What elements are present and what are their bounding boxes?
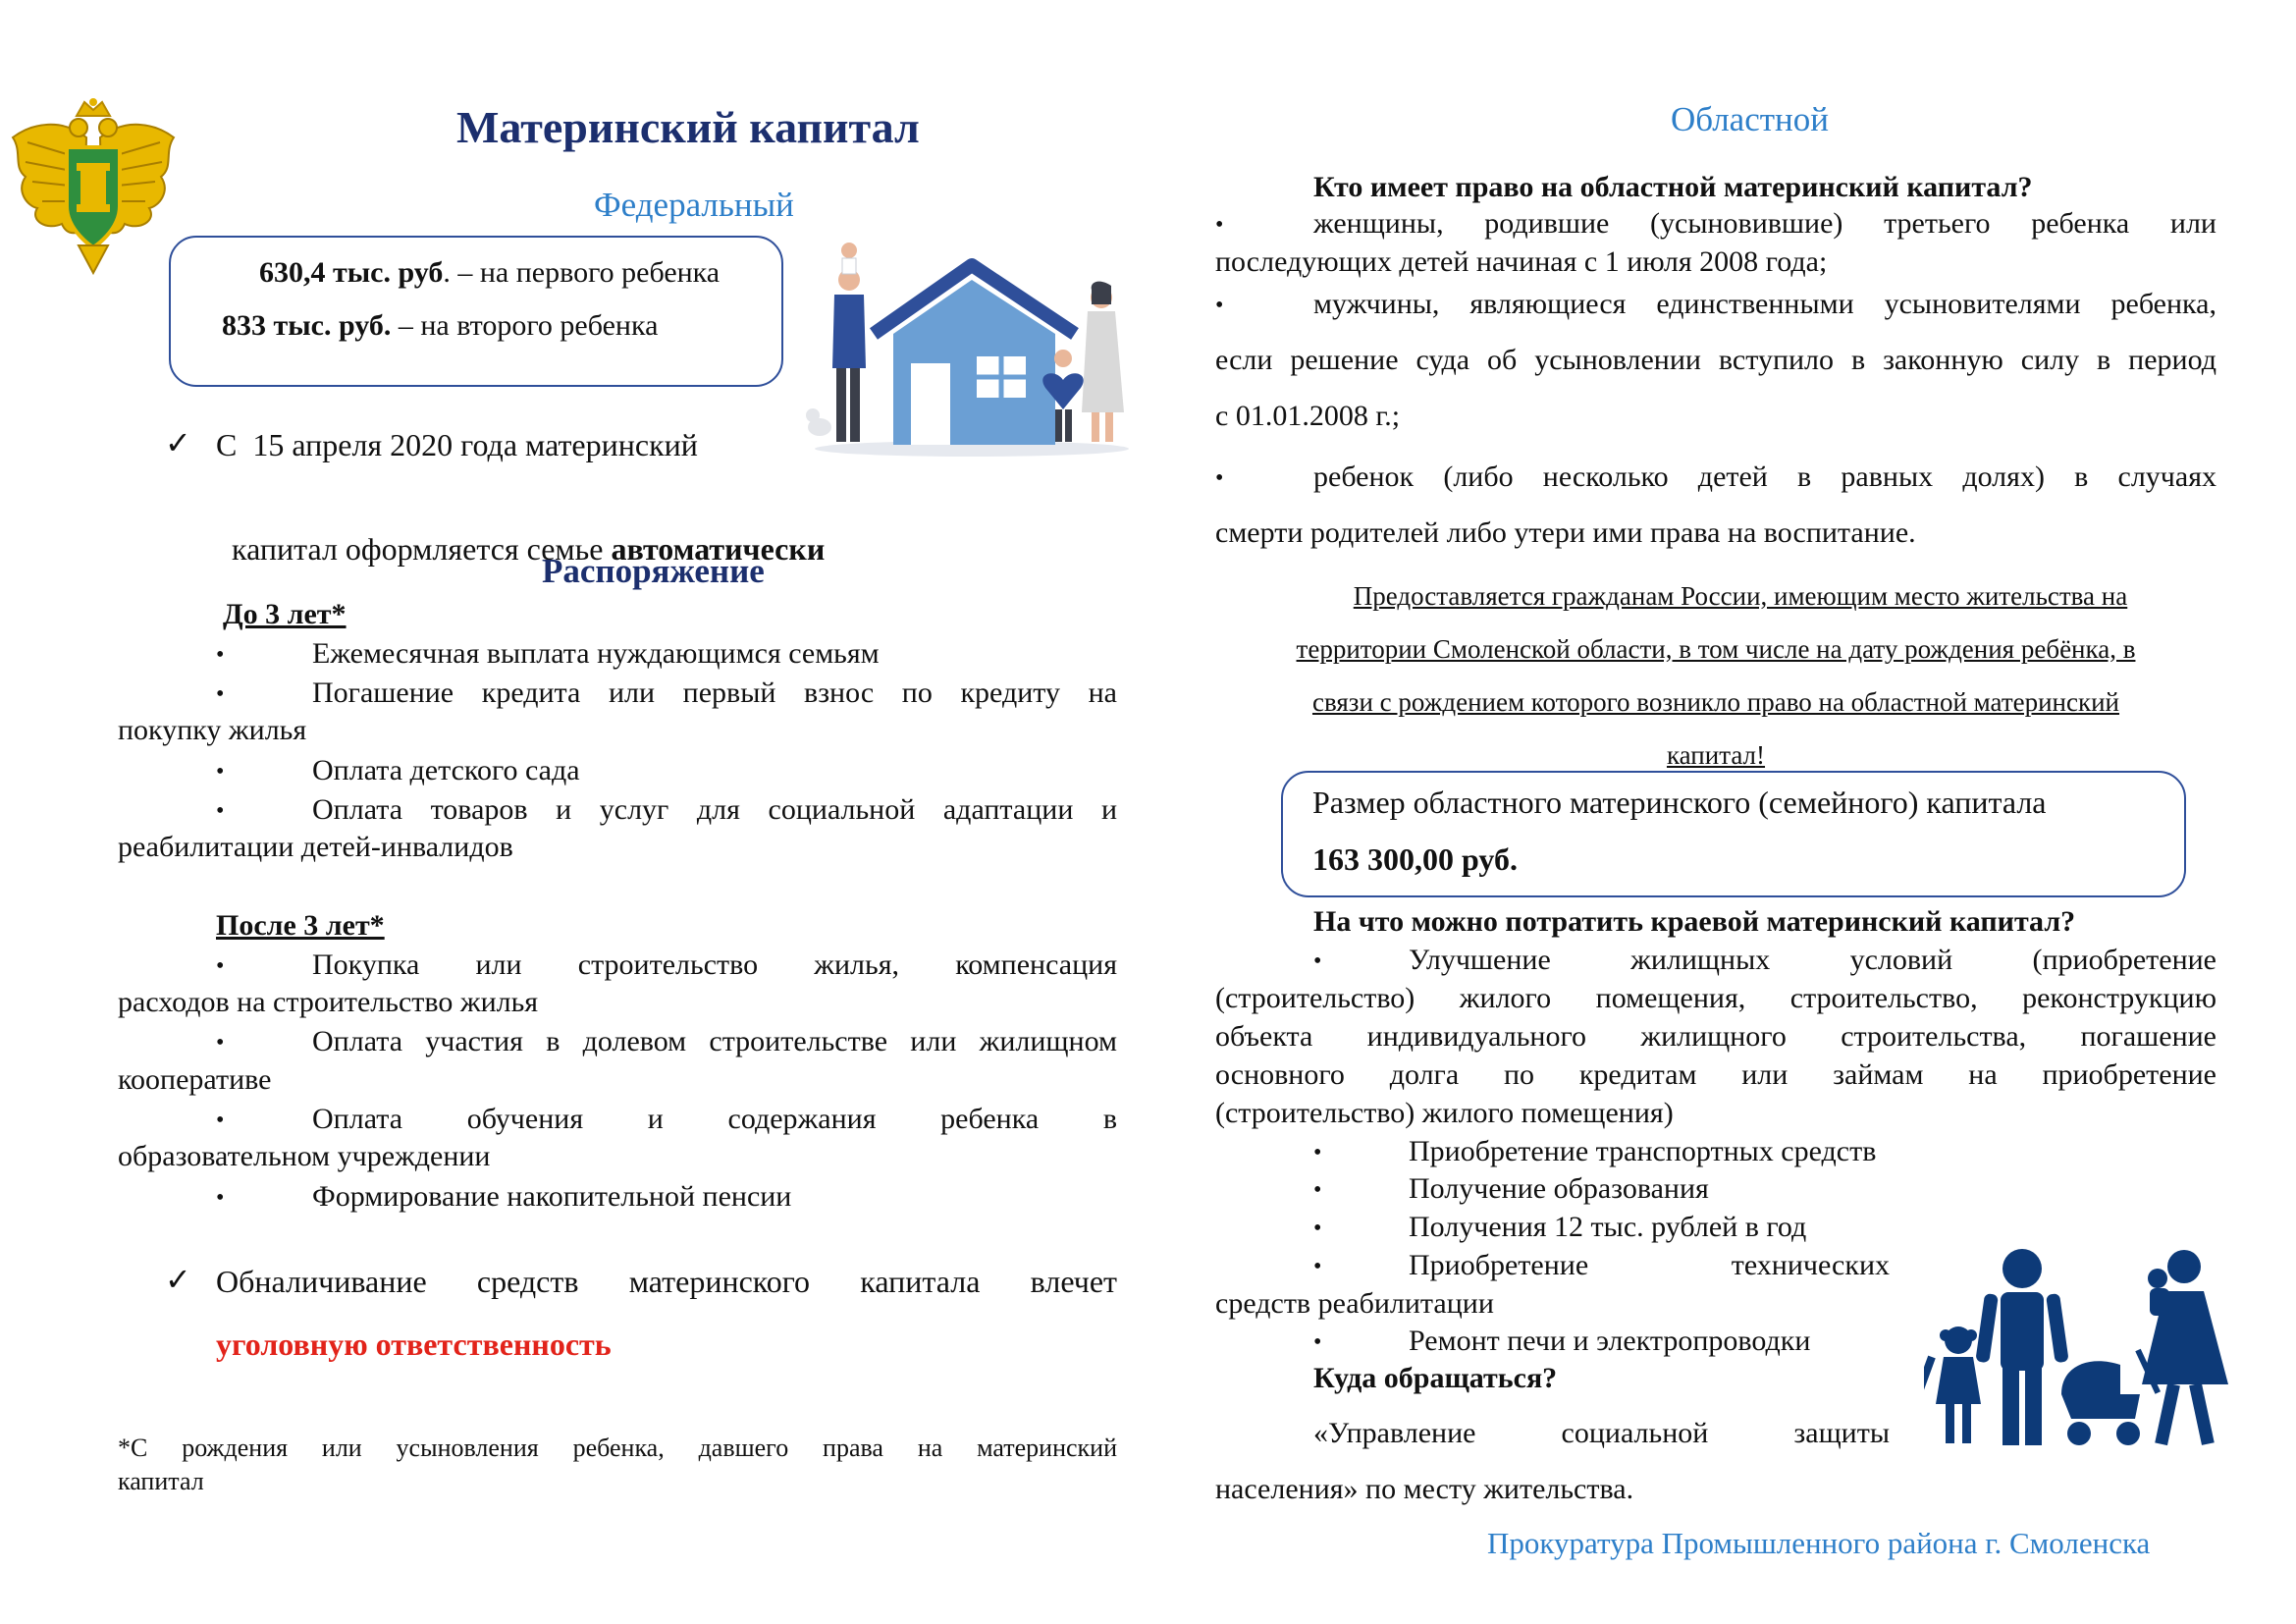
family-pictogram — [1924, 1247, 2243, 1448]
footnote-line-2: капитал — [118, 1467, 204, 1495]
disposal-heading: Распоряжение — [542, 552, 765, 590]
after-3-item-3-cont: образовательном учреждении — [118, 1140, 491, 1172]
provided-line-2: территории Смоленской области, в том числе на дату рождения ребёнка, в — [1296, 634, 2136, 664]
who-item-3-cont: смерти родителей либо утери ими права на воспитание. — [1215, 516, 1916, 549]
spend-item-1-cont-3: основного долга по кредитам или займам на приобретение — [1215, 1058, 2216, 1091]
auto-check-icon: ✓ — [165, 425, 191, 460]
after-3-heading: После 3 лет* — [216, 909, 385, 942]
bullet-icon: • — [1215, 465, 1224, 491]
under-3-item-2-cont: покупку жилья — [118, 714, 307, 746]
who-item-2-cont-1: если решение суда об усыновлении вступило в законную силу в период — [1215, 344, 2216, 376]
provided-line-4: капитал! — [1666, 740, 1766, 770]
where-heading: Куда обращаться? — [1313, 1362, 1558, 1394]
footer-signature: Прокуратура Промышленного района г. Смоленска — [1487, 1526, 2151, 1560]
cash-warning-line-1: Обналичивание средств материнского капитала влечет — [216, 1264, 1117, 1299]
bullet-icon: • — [216, 1185, 225, 1211]
bullet-icon: • — [1313, 1140, 1322, 1165]
provided-line-3: связи с рождением которого возникло право на областной материнский — [1311, 687, 2120, 717]
bullet-icon: • — [1313, 1177, 1322, 1203]
bullet-icon: • — [216, 953, 225, 979]
bullet-icon: • — [216, 681, 225, 707]
regional-amount-value: 163 300,00 руб. — [1312, 841, 1518, 877]
spend-item-2: Приобретение транспортных средств — [1409, 1135, 1877, 1167]
bullet-icon: • — [216, 759, 225, 785]
prosecutor-emblem — [8, 98, 180, 275]
who-heading: Кто имеет право на областной материнский капитал? — [1313, 171, 2033, 203]
after-3-item-2-cont: кооперативе — [118, 1063, 272, 1096]
who-item-2-cont-2: с 01.01.2008 г.; — [1215, 400, 1401, 432]
after-3-item-4: Формирование накопительной пенсии — [312, 1180, 792, 1213]
bullet-icon: • — [216, 642, 225, 668]
bullet-icon: • — [1313, 1329, 1322, 1355]
bullet-icon: • — [216, 798, 225, 824]
cash-check-icon: ✓ — [165, 1262, 191, 1297]
bullet-icon: • — [1215, 212, 1224, 238]
under-3-item-2: Погашение кредита или первый взнос по кредиту на — [312, 677, 1117, 709]
provided-notice — [1215, 569, 2216, 782]
regional-heading: Областной — [1671, 100, 1830, 138]
footnote-line-1: *С рождения или усыновления ребенка, давшего права на материнский — [118, 1434, 1117, 1462]
bullet-icon: • — [1215, 293, 1224, 318]
bullet-icon: • — [216, 1108, 225, 1133]
federal-amount-box — [169, 236, 783, 387]
spend-item-5-cont: средств реабилитации — [1215, 1287, 1494, 1320]
under-3-item-4: Оплата товаров и услуг для социальной адаптации и — [312, 793, 1117, 826]
after-3-item-1-cont: расходов на строительство жилья — [118, 986, 539, 1018]
spend-item-3: Получение образования — [1409, 1172, 1709, 1205]
family-house-illustration — [805, 241, 1139, 457]
spend-heading: На что можно потратить краевой материнский капитал? — [1313, 905, 2076, 938]
where-line-1: «Управление социальной защиты — [1313, 1417, 1890, 1449]
under-3-heading: До 3 лет* — [223, 598, 347, 630]
after-3-item-2: Оплата участия в долевом строительстве или жилищном — [312, 1025, 1117, 1057]
criminal-liability-text: уголовную ответственность — [216, 1326, 612, 1362]
spend-item-5: Приобретение технических — [1409, 1249, 1890, 1281]
auto-line-2: капитал оформляется семье автоматически — [232, 531, 826, 567]
page-title: Материнский капитал — [456, 102, 920, 152]
where-line-2: населения» по месту жительства. — [1215, 1473, 1634, 1505]
under-3-item-3: Оплата детского сада — [312, 754, 580, 786]
second-child-amount: 833 тыс. руб. – на второго ребенка — [222, 309, 659, 342]
first-child-amount: 630,4 тыс. руб. – на первого ребенка — [259, 256, 721, 289]
who-item-1: женщины, родившие (усыновившие) третьего ребенка или — [1313, 207, 2216, 240]
provided-line-1: Предоставляется гражданам России, имеющим место жительства на — [1353, 581, 2128, 611]
spend-item-1-cont-1: (строительство) жилого помещения, строительство, реконструкцию — [1215, 982, 2216, 1014]
who-item-2: мужчины, являющиеся единственными усыновителями ребенка, — [1313, 288, 2216, 320]
bullet-icon: • — [1313, 1216, 1322, 1241]
regional-amount-box — [1281, 771, 2186, 897]
spend-item-1: Улучшение жилищных условий (приобретение — [1409, 944, 2216, 976]
regional-amount-label: Размер областного материнского (семейного) капитала — [1312, 785, 2047, 820]
federal-heading: Федеральный — [594, 186, 794, 224]
spend-item-1-cont-4: (строительство) жилого помещения) — [1215, 1097, 1674, 1129]
spend-item-6: Ремонт печи и электропроводки — [1409, 1325, 1811, 1357]
bullet-icon: • — [1313, 948, 1322, 974]
bullet-icon: • — [216, 1030, 225, 1056]
after-3-item-3: Оплата обучения и содержания ребенка в — [312, 1103, 1117, 1135]
under-3-item-4-cont: реабилитации детей-инвалидов — [118, 831, 513, 863]
under-3-item-1: Ежемесячная выплата нуждающимся семьям — [312, 637, 880, 670]
auto-line-1: С 15 апреля 2020 года материнский — [216, 427, 698, 462]
who-item-1-cont: последующих детей начиная с 1 июля 2008 года; — [1215, 245, 1828, 278]
spend-item-1-cont-2: объекта индивидуального жилищного строительства, погашение — [1215, 1020, 2216, 1053]
spend-item-4: Получения 12 тыс. рублей в год — [1409, 1211, 1807, 1243]
bullet-icon: • — [1313, 1254, 1322, 1279]
after-3-item-1: Покупка или строительство жилья, компенсация — [312, 948, 1117, 981]
who-item-3: ребенок (либо несколько детей в равных долях) в случаях — [1313, 460, 2216, 493]
